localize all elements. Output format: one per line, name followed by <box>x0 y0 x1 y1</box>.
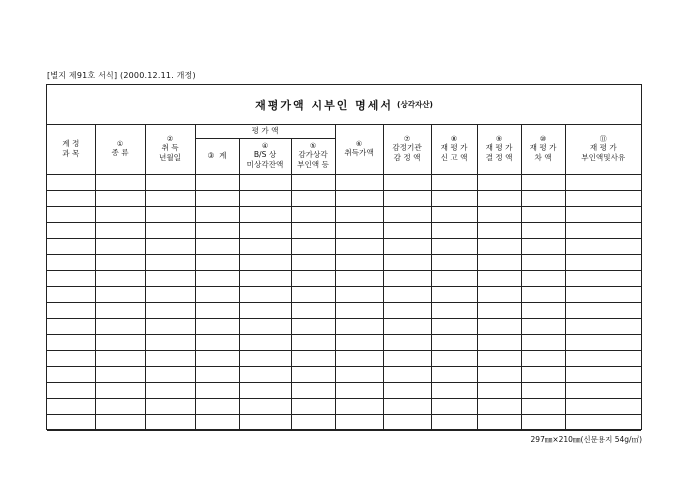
table-cell[interactable] <box>195 350 239 366</box>
statement-table <box>47 125 641 431</box>
header-reported: ⑧ 재 평 가 신 고 액 <box>431 125 477 174</box>
table-cell[interactable] <box>145 382 195 398</box>
table-cell[interactable] <box>239 174 291 190</box>
table-cell[interactable] <box>383 254 431 270</box>
table-cell[interactable] <box>291 206 335 222</box>
header-acquisition-price: ⑥ 취득가액 <box>335 125 383 174</box>
table-row <box>47 254 641 270</box>
table-cell[interactable] <box>565 350 641 366</box>
table-cell[interactable] <box>477 190 521 206</box>
table-cell[interactable] <box>477 270 521 286</box>
table-cell[interactable] <box>565 366 641 382</box>
table-cell[interactable] <box>239 382 291 398</box>
table-cell[interactable] <box>521 254 565 270</box>
table-cell[interactable] <box>335 366 383 382</box>
table-cell[interactable] <box>335 382 383 398</box>
table-cell[interactable] <box>477 414 521 430</box>
table-row <box>47 350 641 366</box>
table-cell[interactable] <box>565 174 641 190</box>
table-cell[interactable] <box>47 286 95 302</box>
table-cell[interactable] <box>291 254 335 270</box>
table-row <box>47 318 641 334</box>
title-text: 재평가액 시부인 명세서 <box>255 98 394 112</box>
table-row <box>47 334 641 350</box>
table-cell[interactable] <box>195 238 239 254</box>
table-cell[interactable] <box>145 190 195 206</box>
table-cell[interactable] <box>95 238 145 254</box>
header-total: ③ 계 <box>195 138 239 174</box>
table-row <box>47 238 641 254</box>
header-acquisition-date: ② 취 득 년월일 <box>145 125 195 174</box>
table-row <box>47 174 641 190</box>
table-cell[interactable] <box>145 366 195 382</box>
table-row <box>47 270 641 286</box>
table-cell[interactable] <box>521 286 565 302</box>
table-cell[interactable] <box>521 302 565 318</box>
table-cell[interactable] <box>383 334 431 350</box>
table-cell[interactable] <box>95 302 145 318</box>
table-cell[interactable] <box>291 238 335 254</box>
table-row <box>47 414 641 430</box>
form-caption: [별지 제91호 서식] (2000.12.11. 개정) <box>47 71 196 80</box>
table-cell[interactable] <box>47 254 95 270</box>
table-cell[interactable] <box>431 334 477 350</box>
table-cell[interactable] <box>195 206 239 222</box>
table-cell[interactable] <box>239 238 291 254</box>
table-cell[interactable] <box>291 382 335 398</box>
table-cell[interactable] <box>383 318 431 334</box>
table-row <box>47 302 641 318</box>
table-cell[interactable] <box>477 222 521 238</box>
table-cell[interactable] <box>521 238 565 254</box>
table-cell[interactable] <box>565 270 641 286</box>
table-cell[interactable] <box>95 270 145 286</box>
table-cell[interactable] <box>477 302 521 318</box>
table-cell[interactable] <box>521 334 565 350</box>
table-cell[interactable] <box>145 334 195 350</box>
header-reason: ⑪ 재 평 가 부인액및사유 <box>565 125 641 174</box>
table-cell[interactable] <box>383 350 431 366</box>
table-cell[interactable] <box>431 366 477 382</box>
table-cell[interactable] <box>195 398 239 414</box>
table-cell[interactable] <box>477 366 521 382</box>
table-cell[interactable] <box>383 190 431 206</box>
table-cell[interactable] <box>47 270 95 286</box>
table-cell[interactable] <box>431 382 477 398</box>
table-cell[interactable] <box>521 206 565 222</box>
table-cell[interactable] <box>47 350 95 366</box>
table-cell[interactable] <box>335 222 383 238</box>
table-cell[interactable] <box>95 190 145 206</box>
table-cell[interactable] <box>565 286 641 302</box>
table-cell[interactable] <box>477 238 521 254</box>
table-cell[interactable] <box>47 174 95 190</box>
table-cell[interactable] <box>145 318 195 334</box>
table-cell[interactable] <box>565 222 641 238</box>
table-cell[interactable] <box>95 334 145 350</box>
header-appraisal: ⑦ 감정기관 감 정 액 <box>383 125 431 174</box>
table-cell[interactable] <box>383 270 431 286</box>
table-cell[interactable] <box>145 270 195 286</box>
table-cell[interactable] <box>95 350 145 366</box>
table-cell[interactable] <box>477 254 521 270</box>
table-cell[interactable] <box>335 174 383 190</box>
table-cell[interactable] <box>47 334 95 350</box>
table-cell[interactable] <box>95 398 145 414</box>
table-cell[interactable] <box>145 398 195 414</box>
table-cell[interactable] <box>195 382 239 398</box>
table-cell[interactable] <box>431 286 477 302</box>
table-cell[interactable] <box>477 334 521 350</box>
table-cell[interactable] <box>565 238 641 254</box>
table-cell[interactable] <box>195 222 239 238</box>
table-cell[interactable] <box>291 398 335 414</box>
table-cell[interactable] <box>521 318 565 334</box>
table-cell[interactable] <box>477 286 521 302</box>
table-cell[interactable] <box>335 414 383 430</box>
header-account: 계 정 과 목 <box>47 125 95 174</box>
table-cell[interactable] <box>145 350 195 366</box>
table-cell[interactable] <box>431 238 477 254</box>
table-cell[interactable] <box>521 414 565 430</box>
table-cell[interactable] <box>195 174 239 190</box>
table-cell[interactable] <box>291 286 335 302</box>
table-cell[interactable] <box>145 414 195 430</box>
table-cell[interactable] <box>95 254 145 270</box>
table-cell[interactable] <box>239 254 291 270</box>
table-cell[interactable] <box>291 318 335 334</box>
table-cell[interactable] <box>477 174 521 190</box>
table-cell[interactable] <box>565 318 641 334</box>
table-cell[interactable] <box>431 174 477 190</box>
table-cell[interactable] <box>239 318 291 334</box>
table-cell[interactable] <box>521 398 565 414</box>
table-cell[interactable] <box>335 302 383 318</box>
table-cell[interactable] <box>47 414 95 430</box>
table-cell[interactable] <box>291 190 335 206</box>
table-cell[interactable] <box>431 222 477 238</box>
table-row <box>47 366 641 382</box>
table-cell[interactable] <box>477 350 521 366</box>
table-cell[interactable] <box>47 398 95 414</box>
table-cell[interactable] <box>431 414 477 430</box>
table-cell[interactable] <box>47 318 95 334</box>
table-cell[interactable] <box>145 174 195 190</box>
table-cell[interactable] <box>335 286 383 302</box>
table-cell[interactable] <box>565 414 641 430</box>
table-cell[interactable] <box>239 398 291 414</box>
table-cell[interactable] <box>431 318 477 334</box>
table-cell[interactable] <box>565 398 641 414</box>
table-cell[interactable] <box>431 206 477 222</box>
table-cell[interactable] <box>145 286 195 302</box>
table-cell[interactable] <box>383 398 431 414</box>
table-cell[interactable] <box>95 382 145 398</box>
table-cell[interactable] <box>335 190 383 206</box>
table-cell[interactable] <box>239 190 291 206</box>
table-cell[interactable] <box>383 414 431 430</box>
table-cell[interactable] <box>239 334 291 350</box>
table-cell[interactable] <box>431 302 477 318</box>
table-cell[interactable] <box>335 350 383 366</box>
paper-spec: 297㎜×210㎜(신문용지 54g/㎡) <box>530 435 642 444</box>
table-cell[interactable] <box>521 350 565 366</box>
table-cell[interactable] <box>431 254 477 270</box>
table-cell[interactable] <box>383 222 431 238</box>
table-row <box>47 222 641 238</box>
header-decided: ⑨ 재 평 가 결 정 액 <box>477 125 521 174</box>
table-cell[interactable] <box>195 254 239 270</box>
table-cell[interactable] <box>335 238 383 254</box>
table-cell[interactable] <box>239 414 291 430</box>
table-cell[interactable] <box>291 222 335 238</box>
form-title <box>47 85 641 125</box>
table-cell[interactable] <box>47 190 95 206</box>
table-row <box>47 190 641 206</box>
table-cell[interactable] <box>95 286 145 302</box>
table-cell[interactable] <box>383 174 431 190</box>
table-cell[interactable] <box>565 382 641 398</box>
table-cell[interactable] <box>521 382 565 398</box>
table-cell[interactable] <box>195 190 239 206</box>
table-cell[interactable] <box>95 206 145 222</box>
table-row <box>47 382 641 398</box>
table-cell[interactable] <box>383 382 431 398</box>
header-difference: ⑩ 재 평 가 차 액 <box>521 125 565 174</box>
table-cell[interactable] <box>239 206 291 222</box>
table-cell[interactable] <box>47 238 95 254</box>
table-cell[interactable] <box>521 366 565 382</box>
table-cell[interactable] <box>431 190 477 206</box>
table-cell[interactable] <box>47 366 95 382</box>
table-cell[interactable] <box>335 270 383 286</box>
table-cell[interactable] <box>565 254 641 270</box>
table-cell[interactable] <box>477 382 521 398</box>
table-cell[interactable] <box>291 350 335 366</box>
table-cell[interactable] <box>95 318 145 334</box>
table-cell[interactable] <box>521 270 565 286</box>
table-row <box>47 398 641 414</box>
table-cell[interactable] <box>239 270 291 286</box>
header-depreciation: ⑤ 감가상각 부인액 등 <box>291 138 335 174</box>
table-cell[interactable] <box>145 206 195 222</box>
table-cell[interactable] <box>195 302 239 318</box>
table-cell[interactable] <box>95 174 145 190</box>
header-bs-balance: ④ B/S 상 미상각잔액 <box>239 138 291 174</box>
table-cell[interactable] <box>335 398 383 414</box>
table-cell[interactable] <box>195 318 239 334</box>
table-cell[interactable] <box>95 414 145 430</box>
table-body <box>47 174 641 430</box>
table-cell[interactable] <box>383 302 431 318</box>
table-cell[interactable] <box>383 286 431 302</box>
table-cell[interactable] <box>195 270 239 286</box>
table-cell[interactable] <box>565 190 641 206</box>
table-cell[interactable] <box>47 206 95 222</box>
table-cell[interactable] <box>291 414 335 430</box>
table-cell[interactable] <box>383 206 431 222</box>
table-cell[interactable] <box>521 190 565 206</box>
table-cell[interactable] <box>565 334 641 350</box>
table-cell[interactable] <box>195 334 239 350</box>
table-cell[interactable] <box>239 302 291 318</box>
table-cell[interactable] <box>145 222 195 238</box>
table-cell[interactable] <box>145 254 195 270</box>
table-cell[interactable] <box>477 206 521 222</box>
table-cell[interactable] <box>291 270 335 286</box>
table-cell[interactable] <box>565 206 641 222</box>
table-cell[interactable] <box>291 366 335 382</box>
table-cell[interactable] <box>291 302 335 318</box>
table-cell[interactable] <box>95 366 145 382</box>
table-cell[interactable] <box>383 238 431 254</box>
title-note: (상각자산) <box>397 100 433 109</box>
table-cell[interactable] <box>291 334 335 350</box>
table-cell[interactable] <box>431 398 477 414</box>
table-cell[interactable] <box>47 382 95 398</box>
table-row <box>47 286 641 302</box>
table-cell[interactable] <box>195 366 239 382</box>
table-cell[interactable] <box>291 174 335 190</box>
table-cell[interactable] <box>335 254 383 270</box>
table-cell[interactable] <box>195 286 239 302</box>
form-frame <box>46 84 642 430</box>
table-row <box>47 206 641 222</box>
table-cell[interactable] <box>145 238 195 254</box>
table-cell[interactable] <box>431 350 477 366</box>
table-cell[interactable] <box>239 350 291 366</box>
table-cell[interactable] <box>335 334 383 350</box>
table-cell[interactable] <box>335 318 383 334</box>
table-cell[interactable] <box>239 366 291 382</box>
table-cell[interactable] <box>335 206 383 222</box>
table-cell[interactable] <box>521 222 565 238</box>
header-valuation-group: 평 가 액 <box>195 125 335 138</box>
table-cell[interactable] <box>95 222 145 238</box>
table-cell[interactable] <box>477 318 521 334</box>
table-cell[interactable] <box>477 398 521 414</box>
table-cell[interactable] <box>565 302 641 318</box>
table-cell[interactable] <box>239 222 291 238</box>
table-cell[interactable] <box>47 302 95 318</box>
table-cell[interactable] <box>239 286 291 302</box>
table-cell[interactable] <box>47 222 95 238</box>
table-cell[interactable] <box>521 174 565 190</box>
table-cell[interactable] <box>195 414 239 430</box>
table-cell[interactable] <box>383 366 431 382</box>
table-cell[interactable] <box>431 270 477 286</box>
table-cell[interactable] <box>145 302 195 318</box>
header-type: ① 종 류 <box>95 125 145 174</box>
